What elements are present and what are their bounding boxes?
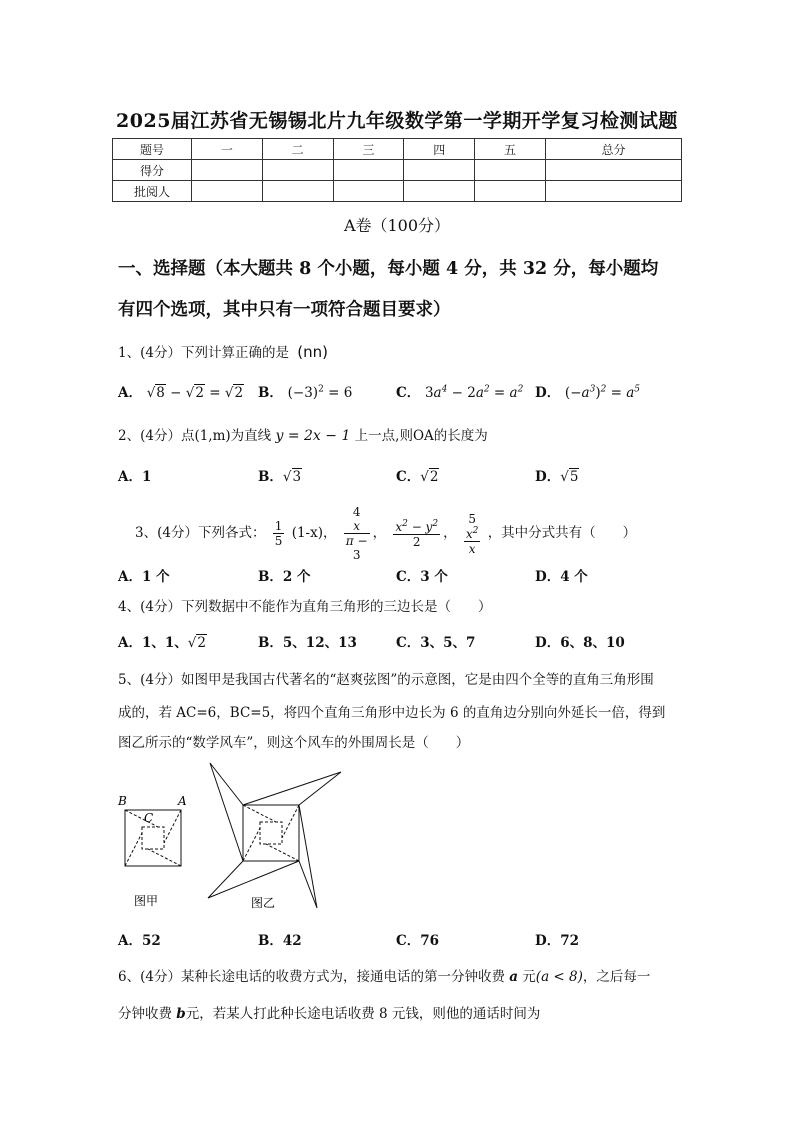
question-4-option-a: A．1、1、√2 — [118, 635, 206, 651]
option-value: 2 — [197, 635, 206, 651]
question-1-option-d: D． $(-a^3)^2 = a^5$ — [535, 384, 641, 401]
question-3-option-d: D．4 个 — [535, 569, 588, 585]
variable-a: a — [509, 969, 518, 985]
score-table-header-row — [113, 139, 682, 160]
table-cell — [545, 181, 681, 202]
table-cell — [192, 181, 263, 202]
fraction-x2-y2: $\frac{x^2 - y^2}{2}$ — [395, 518, 439, 549]
table-cell — [262, 160, 333, 181]
table-cell — [475, 160, 546, 181]
table-cell — [192, 160, 263, 181]
question-3-option-c: C．3 个 — [396, 569, 448, 585]
figure-2-caption: 图乙 — [251, 896, 276, 910]
table-cell — [333, 160, 404, 181]
option-value: 5 — [569, 469, 579, 485]
question-1-option-c: C． $3a^4 - 2a^2 = a^2$ — [396, 384, 524, 401]
question-6-text-2: 分钟收费 — [118, 1006, 172, 1022]
fraction-5x2-x: 5 $x^2$ x — [465, 511, 479, 556]
question-2-text: 2、(4分）点(1,m)为直线 — [118, 428, 272, 444]
question-5-option-d: D．72 — [535, 933, 579, 949]
windmill-inner-lines — [243, 805, 299, 861]
option-value: 2 — [429, 469, 439, 485]
option-value: 3 — [292, 469, 302, 485]
question-5-line3: 图乙所示的“数学风车”，则这个风车的外围周长是（ ） — [118, 735, 470, 751]
question-2-stem — [118, 424, 488, 444]
table-cell: 批阅人 — [113, 181, 192, 202]
score-table-row — [113, 181, 682, 202]
question-1-text: 1、(4分）下列计算正确的是 — [118, 345, 289, 361]
question-5-line2: 成的，若 AC=6，BC=5，将四个直角三角形中边长为 6 的直角边分别向外延长一倍，得到 — [118, 705, 666, 721]
section-heading-line1: 一、选择题（本大题共 8 个小题，每小题 4 分，共 32 分，每小题均 — [118, 259, 659, 279]
question-2-option-d: D．√5 — [535, 469, 579, 485]
table-cell — [262, 181, 333, 202]
question-5-option-b: B．42 — [258, 933, 302, 949]
table-cell: 得分 — [113, 160, 192, 181]
condition-a-less-8: (a < 8) — [535, 969, 583, 985]
section-heading-line2: 有四个选项，其中只有一项符合题目要求） — [118, 300, 451, 320]
option-label: C． — [396, 385, 421, 401]
question-1-tail: (nn) — [297, 343, 328, 361]
windmill-outline — [208, 763, 341, 908]
question-3-tail: ，其中分式共有（ ） — [487, 525, 637, 541]
page-title: 2025届江苏省无锡锡北片九年级数学第一学期开学复习检测试题 — [116, 110, 678, 132]
question-5-option-a: A．52 — [118, 933, 161, 949]
table-cell: 题号 — [113, 139, 192, 160]
question-4-option-d: D．6、8、10 — [535, 635, 625, 651]
question-2-tail: 上一点,则OA的长度为 — [354, 428, 488, 444]
option-label: D． — [535, 469, 561, 485]
volume-heading: A卷（100分） — [343, 216, 451, 235]
option-label: A． — [118, 385, 142, 401]
fraction-4x-pi: 4 x π − 3 — [345, 505, 368, 562]
figure-math-windmill — [205, 760, 345, 915]
table-cell — [333, 181, 404, 202]
variable-b: b — [176, 1006, 186, 1022]
fraction-1-5: $\frac{1}{5}$ — [274, 519, 283, 548]
question-1-option-b: B． $(-3)^2 = 6$ — [258, 384, 353, 401]
option-label: A．1、1、 — [118, 635, 188, 651]
table-cell: 总分 — [545, 139, 681, 160]
question-3-option-a: A．1 个 — [118, 569, 170, 585]
question-5-option-c: C．76 — [396, 933, 440, 949]
question-4-option-c: C．3、5、7 — [396, 635, 476, 651]
question-1-option-a: A． √8 − √2 = √2 — [118, 385, 244, 401]
question-6-line2 — [118, 1002, 540, 1022]
table-cell — [475, 181, 546, 202]
table-cell — [404, 181, 475, 202]
table-cell — [545, 160, 681, 181]
option-label: B． — [258, 385, 283, 401]
line-equation: y = 2x − 1 — [275, 428, 351, 444]
table-cell: 一 — [192, 139, 263, 160]
option-label: B． — [258, 469, 283, 485]
question-3-option-b: B．2 个 — [258, 569, 311, 585]
table-cell: 三 — [333, 139, 404, 160]
question-4-option-b: B．5、12、13 — [258, 635, 357, 651]
question-6-text: 6、(4分）某种长途电话的收费方式为，接通电话的第一分钟收费 — [118, 969, 505, 985]
score-table-row — [113, 160, 682, 181]
label-c: C — [144, 811, 154, 825]
question-1-stem — [118, 341, 328, 361]
question-6-line1 — [118, 965, 650, 985]
table-cell: 二 — [262, 139, 333, 160]
question-2-option-a: A．1 — [118, 469, 152, 485]
question-3-text: 3、(4分）下列各式： — [135, 525, 266, 541]
score-table — [112, 138, 682, 202]
question-6-continuation: ，之后每一 — [582, 969, 651, 985]
option-label: D． — [535, 385, 561, 401]
label-b: B — [118, 794, 127, 808]
question-2-option-c: C．√2 — [396, 469, 439, 485]
figure-1-caption: 图甲 — [134, 894, 159, 908]
question-3-stem: 3、(4分）下列各式： $\frac{1}{5}$ (1-x)， 4 x π − 3 ， $\frac{x^2 - y^2}{2}$ ， 5 $x^2$ x ，其中分式共有（ ） — [135, 505, 637, 562]
question-6-unit: 元 — [522, 969, 536, 985]
question-2-option-b: B．√3 — [258, 469, 302, 485]
option-label: C． — [396, 469, 421, 485]
table-cell: 五 — [475, 139, 546, 160]
question-5-line1: 5、(4分）如图甲是我国古代著名的“赵爽弦图”的示意图，它是由四个全等的直角三角形围 — [118, 672, 654, 688]
question-4-stem: 4、(4分）下列数据中不能作为直角三角形的三边长是（ ） — [118, 599, 492, 615]
label-a: A — [178, 794, 187, 808]
table-cell: 四 — [404, 139, 475, 160]
table-cell — [404, 160, 475, 181]
question-6-tail: 元，若某人打此种长途电话收费 8 元钱，则他的通话时间为 — [185, 1006, 541, 1022]
expression-1-minus-x: (1-x)， — [291, 525, 337, 541]
figure-zhao-shuang-diagram — [112, 790, 202, 915]
